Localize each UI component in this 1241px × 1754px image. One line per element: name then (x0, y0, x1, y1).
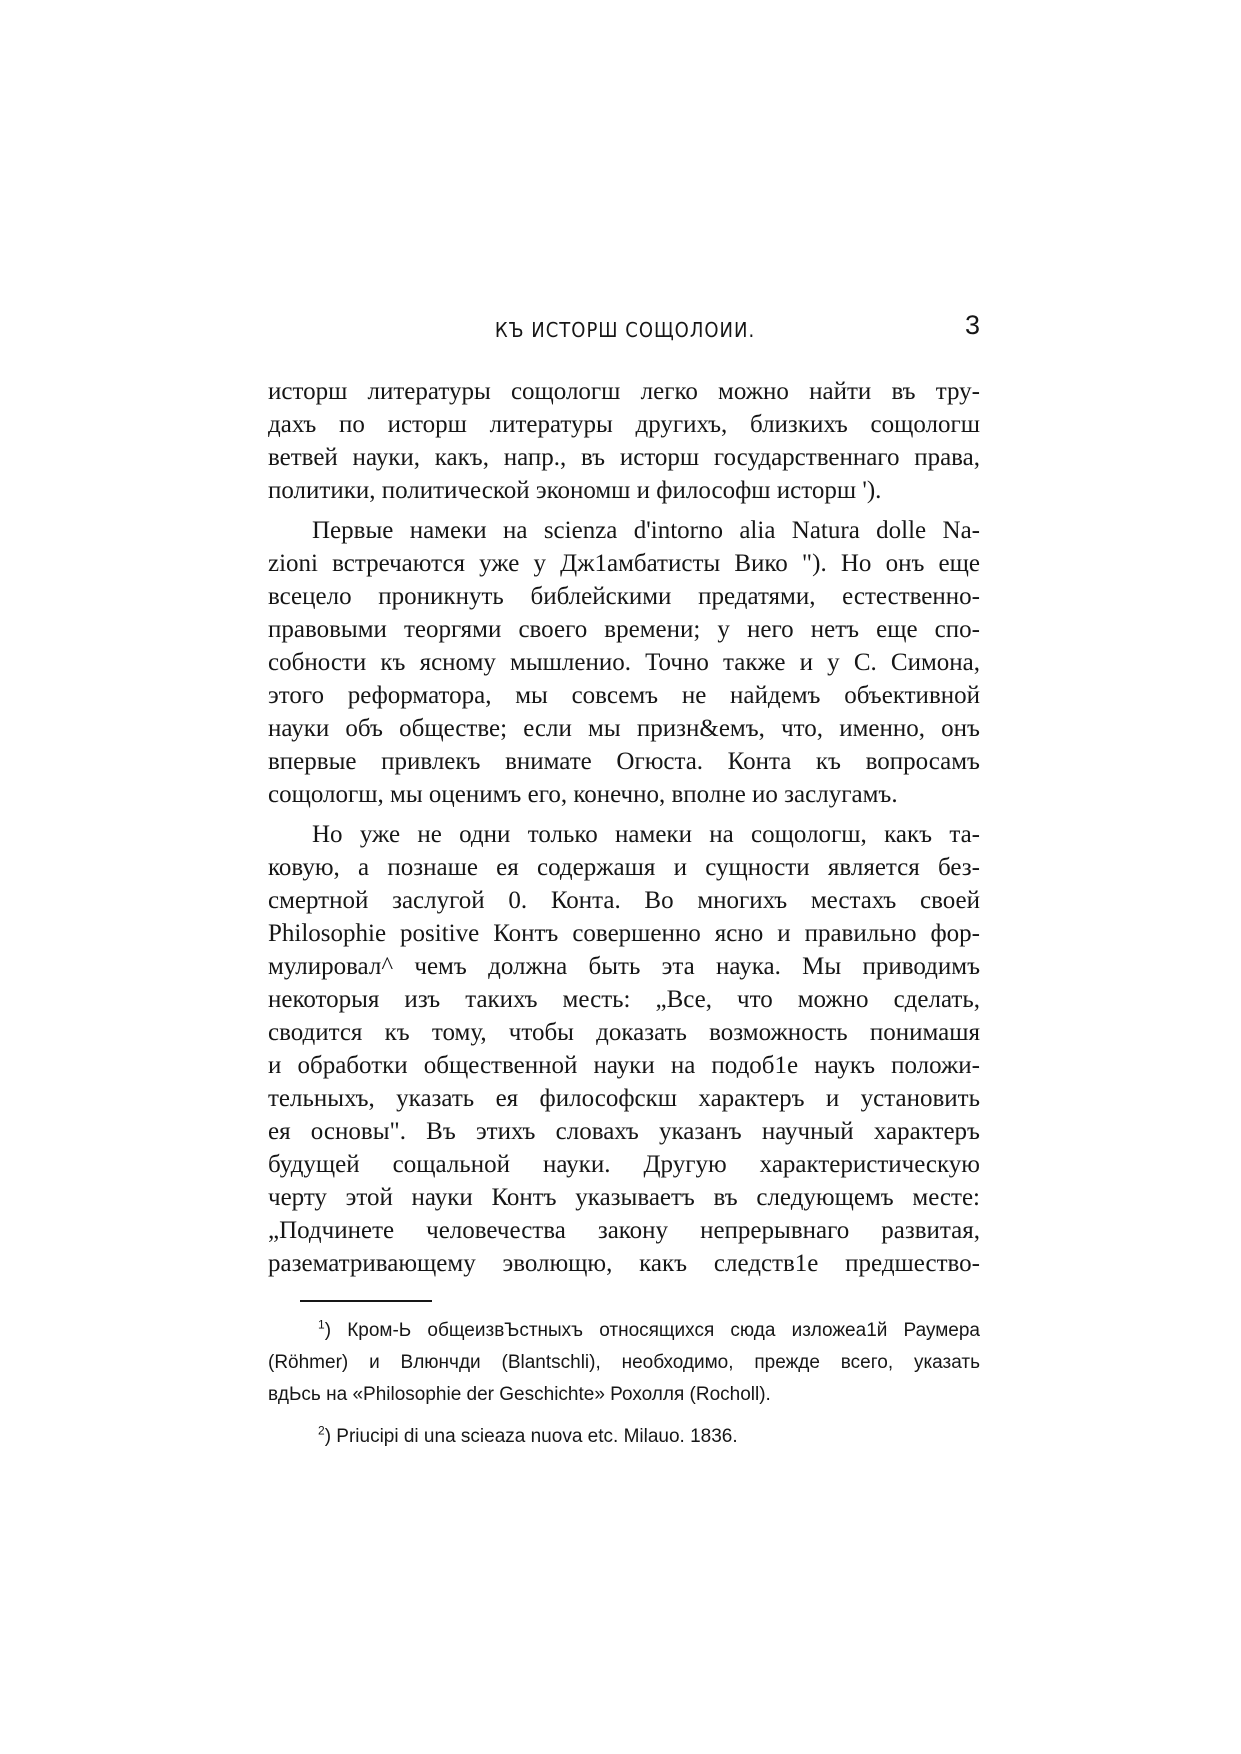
footnote-line (268, 1315, 980, 1347)
text-line: тельныхъ, указать ея философскш характеръ и установить (268, 1085, 980, 1112)
footnote-marker: 2 (318, 1423, 325, 1438)
text-line: будущей сощальной науки. Другую характеристическую (268, 1151, 980, 1178)
text-line: сощологш, мы оценимъ его, конечно, вполне ио заслугамъ. (268, 781, 898, 808)
text-line: впервые привлекъ внимате Огюста. Конта къ вопросамъ (268, 748, 980, 775)
text-line: и обработки общественной науки на подоб1е наукъ положи- (268, 1052, 980, 1079)
footnote-line: (Röhmer) и Влюнчди (Blantschli), необходимо, прежде всего, указать (268, 1352, 980, 1373)
text-line: всецело проникнуть библейскими предатями, естественно- (268, 583, 980, 610)
text-line: ветвей науки, какъ, напр., въ исторш государственнаго права, (268, 444, 980, 471)
footnote-text: ) Кром-Ь общеизвЪстныхъ относящихся сюда изложеа1й Раумера (324, 1320, 980, 1341)
footnote (268, 1421, 980, 1453)
paragraph (268, 375, 980, 507)
text-line: собности къ ясному мышленио. Точно также и у С. Симона, (268, 649, 980, 676)
footnote-text: ) Priucipi di una scieaza nuova etc. Milauo. 1836. (324, 1426, 738, 1447)
footnote-line: вдЬсь на «Philosophie der Geschichte» Рохолля (Rocholl). (268, 1384, 771, 1405)
text-line: ковую, а познаше ея содержашя и сущности является без- (268, 854, 980, 881)
text-line: Но уже не одни только намеки на сощологш, какъ та- (312, 821, 980, 848)
footnotes (268, 1315, 980, 1453)
text-line: разематривающему эволющю, какъ следств1е предшество- (268, 1250, 980, 1277)
text-line: дахъ по исторш литературы другихъ, близкихъ сощологш (268, 411, 980, 438)
footnote (268, 1315, 980, 1411)
running-head (270, 310, 980, 350)
text-line: сводится къ тому, чтобы доказать возможность понимашя (268, 1019, 980, 1046)
footnote-marker: 1 (318, 1317, 325, 1332)
text-line: правовыми теоргями своего времени; у него нетъ еще спо- (268, 616, 980, 643)
paragraph (268, 514, 980, 811)
body-text (268, 375, 980, 1280)
text-line: „Подчинете человечества закону непрерывнаго развитая, (268, 1217, 980, 1244)
text-line: некоторыя изъ такихъ месть: „Все, что можно сделать, (268, 986, 980, 1013)
text-line: науки объ обществе; если мы призн&емъ, что, именно, онъ (268, 715, 980, 742)
paragraph (268, 818, 980, 1280)
text-line: Первые намеки на scienza d'intorno alia Natura dolle Na- (312, 517, 980, 544)
text-line: черту этой науки Контъ указываетъ въ следующемъ месте: (268, 1184, 980, 1211)
text-line: политики, политической экономш и философш исторш '). (268, 477, 882, 504)
page-number: 3 (964, 310, 980, 340)
footnote-line (268, 1421, 980, 1453)
running-title: КЪ ИСТОРШ СОЩОЛОИИ. (494, 318, 756, 342)
text-line: zioni встречаются уже у Дж1амбатисты Вико "). Но онъ еще (268, 550, 980, 577)
text-line: Philosophie positive Контъ совершенно ясно и правильно фор- (268, 920, 980, 947)
footnote-separator (300, 1300, 432, 1302)
text-line: ея основы". Въ этихъ словахъ указанъ научный характеръ (268, 1118, 980, 1145)
text-line: этого реформатора, мы совсемъ не найдемъ объективной (268, 682, 980, 709)
text-line: мулировал^ чемъ должна быть эта наука. Мы приводимъ (268, 953, 980, 980)
text-line: исторш литературы сощологш легко можно найти въ тру- (268, 378, 980, 405)
text-line: смертной заслугой 0. Конта. Во многихъ местахъ своей (268, 887, 980, 914)
